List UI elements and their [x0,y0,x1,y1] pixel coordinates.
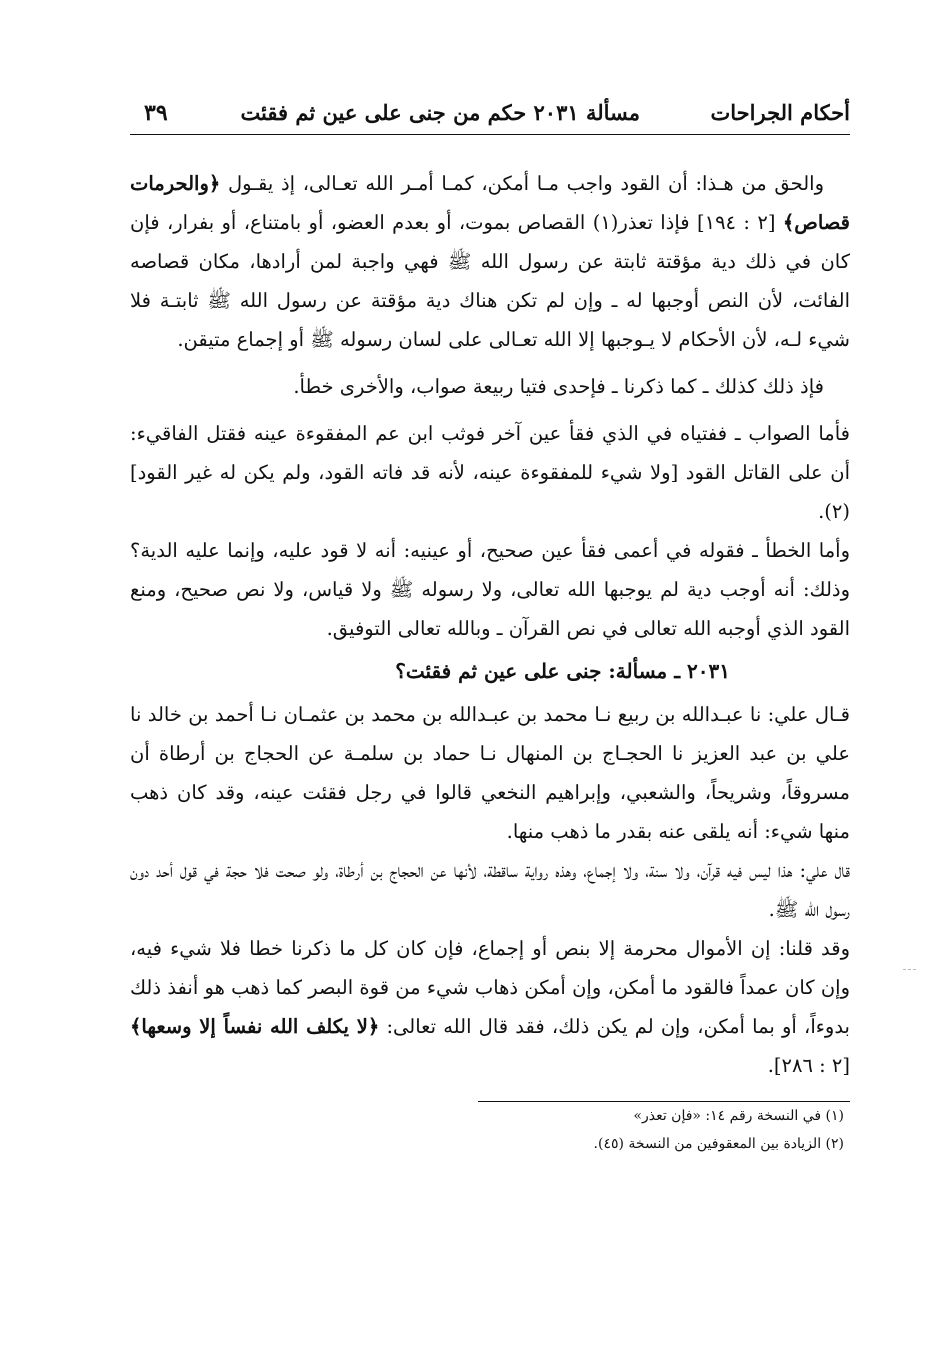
footnote-1: (١) في النسخة رقم ١٤: «فإن تعذر» [633,1108,844,1124]
issue-heading: ٢٠٣١ ـ مسألة: جنى على عين ثم فقئت؟ [395,659,730,683]
paragraph-2: فإذ ذلك كذلك ـ كما ذكرنا ـ فإحدى فتيا ربيعة صواب، والأخرى خطأ. [293,375,824,398]
section-title: مسألة ٢٠٣١ حكم من جنى على عين ثم فقئت [240,100,640,125]
paragraph-7-text-c: [٢ : ٢٨٦]. [767,1054,850,1077]
paragraph-3: فأما الصواب ـ ففتياه في الذي فقأ عين آخر فوثب ابن عم المفقوءة عينه فقتل الفاقيء: أن على القاتل القود [ولا شيء للمفقوءة عينه، لأنه قد فاته القود، ولم يكن له غير القود](٢). [130,422,850,523]
paragraph-4: وأما الخطأ ـ فقوله في أعمى فقأ عين صحيح، أو عينيه: أنه لا قود عليه، وإنما عليه الدية؟ وذلك: أنه أوجب دية لم يوجبها الله تعالى، ولا رسوله ﷺ ولا قياس، ولا نص صحيح، ومنع القود الذي أوجبه الله تعالى في نص القرآن ـ وبالله تعالى التوفيق. [130,539,850,640]
quran-verse-1: ﴿والحرمات قصاص﴾ [130,172,851,234]
paragraph-1-text-c: [٢ : ١٩٤] فإذا تعذر(١) القصاص بموت، أو بعدم العضو، أو بامتناع، أو بفرار، فإن كان في ذلك دية مؤقتة ثابتة عن رسول الله ﷺ فهي واجبة لمن أرادها، مكان قصاصه الفائت، لأن النص أوجبها له ـ وإن لم تكن هناك دية مؤقتة عن رسول الله ﷺ ثابتـة فلا شيء لـه، لأن الأحكام لا يـوجبها إلا الله تعـالى على لسان رسوله ﷺ أو إجماع متيقن. [130,211,850,351]
paragraph-1-text-a: والحق من هـذا: أن القود واجب مـا أمكن، كمـا أمـر الله تعـالى، إذ يقـول [220,172,824,195]
paragraph-6: قال علي: هذا ليس فيه قرآن، ولا سنة، ولا إجماع، وهذه رواية ساقطة، لأنها عن الحجاج بن أرطاة، ولو صحت فلا حجة في قول أحد دون رسول الله ﷺ. [130,859,850,921]
book-page [130,92,851,1152]
header-rule [130,134,850,135]
page-number: ٣٩ [144,100,168,126]
paragraph-7 [130,929,850,1085]
page-body [130,164,850,1158]
running-header [130,92,850,132]
paragraph-1 [130,164,850,359]
footnote-2: (٢) الزيادة بين المعقوفين من النسخة (٤٥). [593,1136,844,1152]
book-title: أحكام الجراحات [710,100,850,125]
margin-marks [902,955,922,969]
quran-verse-2: ﴿لا يكلف الله نفساً إلا وسعها﴾ [130,1015,380,1038]
paragraph-7-text-a: وقد قلنا: إن الأموال محرمة إلا بنص أو إجماع، فإن كان كل ما ذكرنا خطا فلا شيء فيه، وإن كان عمداً فالقود ما أمكن، وإن أمكن ذهاب شيء من قوة البصر كما ذهب هو أنفذ ذلك بدوءاً، أو بما أمكن، وإن لم يكن ذلك، فقد قال الله تعالى: [130,937,851,1038]
paragraph-5: قـال علي: نا عبـدالله بن ربيع نـا محمد بن عبـدالله بن محمد بن عثمـان نـا أحمد بن خالد نا علي بن عبد العزيز نا الحجـاج بن المنهال نـا حماد بن سلمـة عن الحجاج بن أرطاة أن مسروقاً، وشريحاً، والشعبي، وإبراهيم النخعي قالوا في رجل فقئت عينه، وقد كان ذهب منها شيء: أنه يلقى عنه بقدر ما ذهب منها. [130,703,850,843]
